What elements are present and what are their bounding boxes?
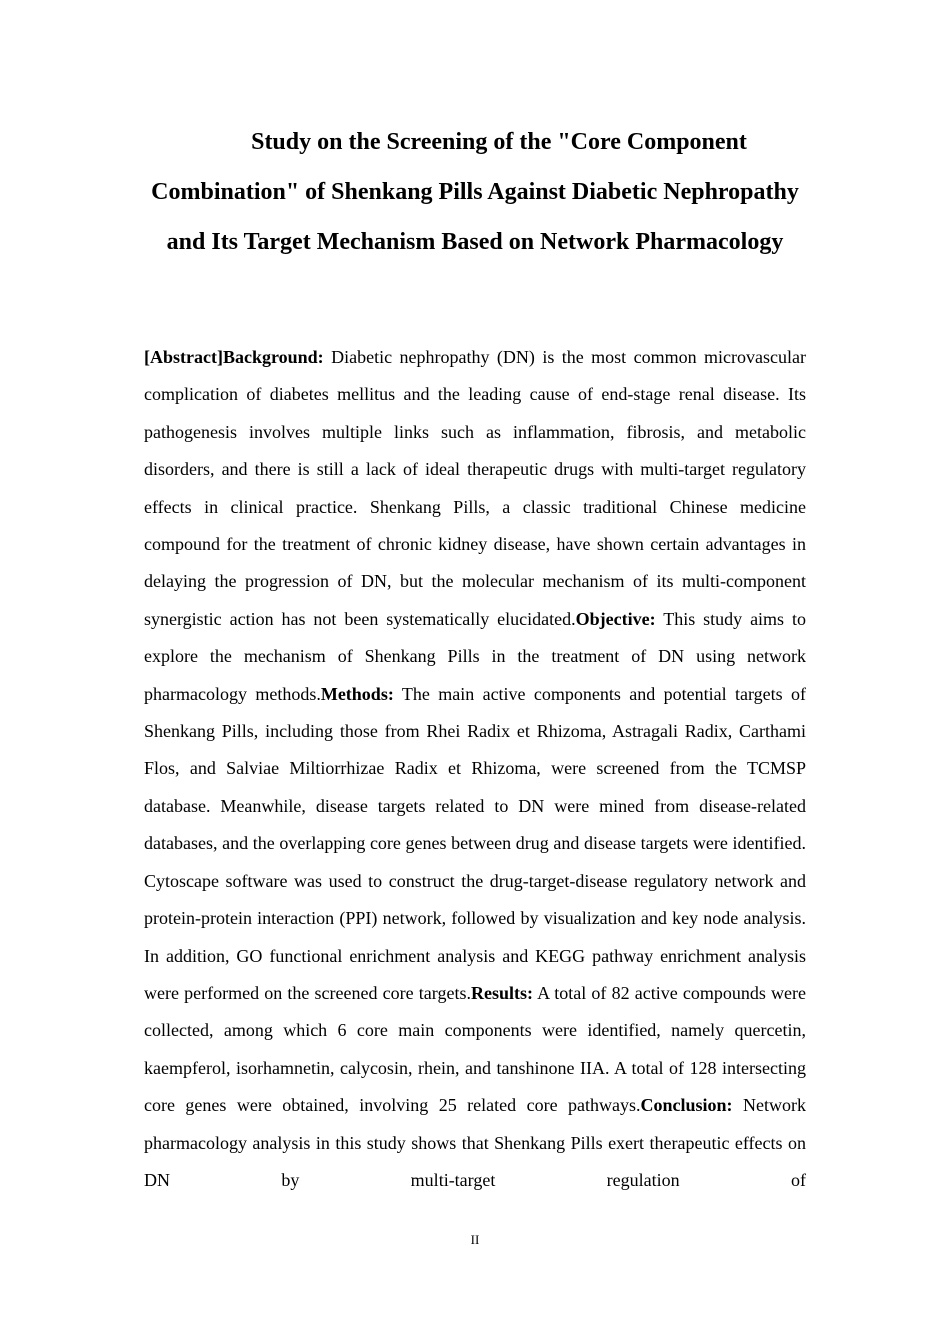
results-text: A total of 82 active compounds were collected, among which 6 core main components were identified, namely quercetin, kaempferol, isorhamnetin, calycosin, rhein, and tanshinone IIA. A total of 128 intersecting core genes were obtained, involving 25 related core pathways. [144,982,806,1116]
conclusion-label: Conclusion: [640,1095,733,1116]
abstract-paragraph [144,339,806,1199]
methods-text: The main active components and potential targets of Shenkang Pills, including those from Rhei Radix et Rhizoma, Astragali Radix, Carthami Flos, and Salviae Miltiorrhizae Radix et Rhizoma, were screened from the TCMSP database. Meanwhile, disease targets related to DN were mined from disease-related databases, and the overlapping core genes between drug and disease targets were identified. Cytoscape software was used to construct the drug-target-disease regulatory network and protein-protein interaction (PPI) network, followed by visualization and key node analysis. In addition, GO functional enrichment analysis and KEGG pathway enrichment analysis were performed on the screened core targets. [144,683,806,1003]
background-text: Diabetic nephropathy (DN) is the most common microvascular complication of diabetes mellitus and the leading cause of end-stage renal disease. Its pathogenesis involves multiple links such as inflammation, fibrosis, and metabolic disorders, and there is still a lack of ideal therapeutic drugs with multi-target regulatory effects in clinical practice. Shenkang Pills, a classic traditional Chinese medicine compound for the treatment of chronic kidney disease, have shown certain advantages in delaying the progression of DN, but the molecular mechanism of its multi-component synergistic action has not been systematically elucidated. [144,347,806,629]
page-number: II [470,1232,480,1247]
results-label: Results: [470,982,533,1003]
objective-text: This study aims to explore the mechanism of Shenkang Pills in the treatment of DN using network pharmacology methods. [144,608,806,704]
conclusion-text: Network pharmacology analysis in this study shows that Shenkang Pills exert therapeutic effects on DN by multi-target regulation of [144,1095,806,1190]
methods-label: Methods: [320,683,394,704]
objective-label: Objective: [575,608,656,629]
paper-title: Study on the Screening of the "Core Component Combination" of Shenkang Pills Against Diabetic Nephropathy and Its Target Mechanism Based on Network Pharmacology [151,129,799,255]
background-label: Background: [222,347,324,367]
abstract-label: [Abstract] [144,347,223,367]
